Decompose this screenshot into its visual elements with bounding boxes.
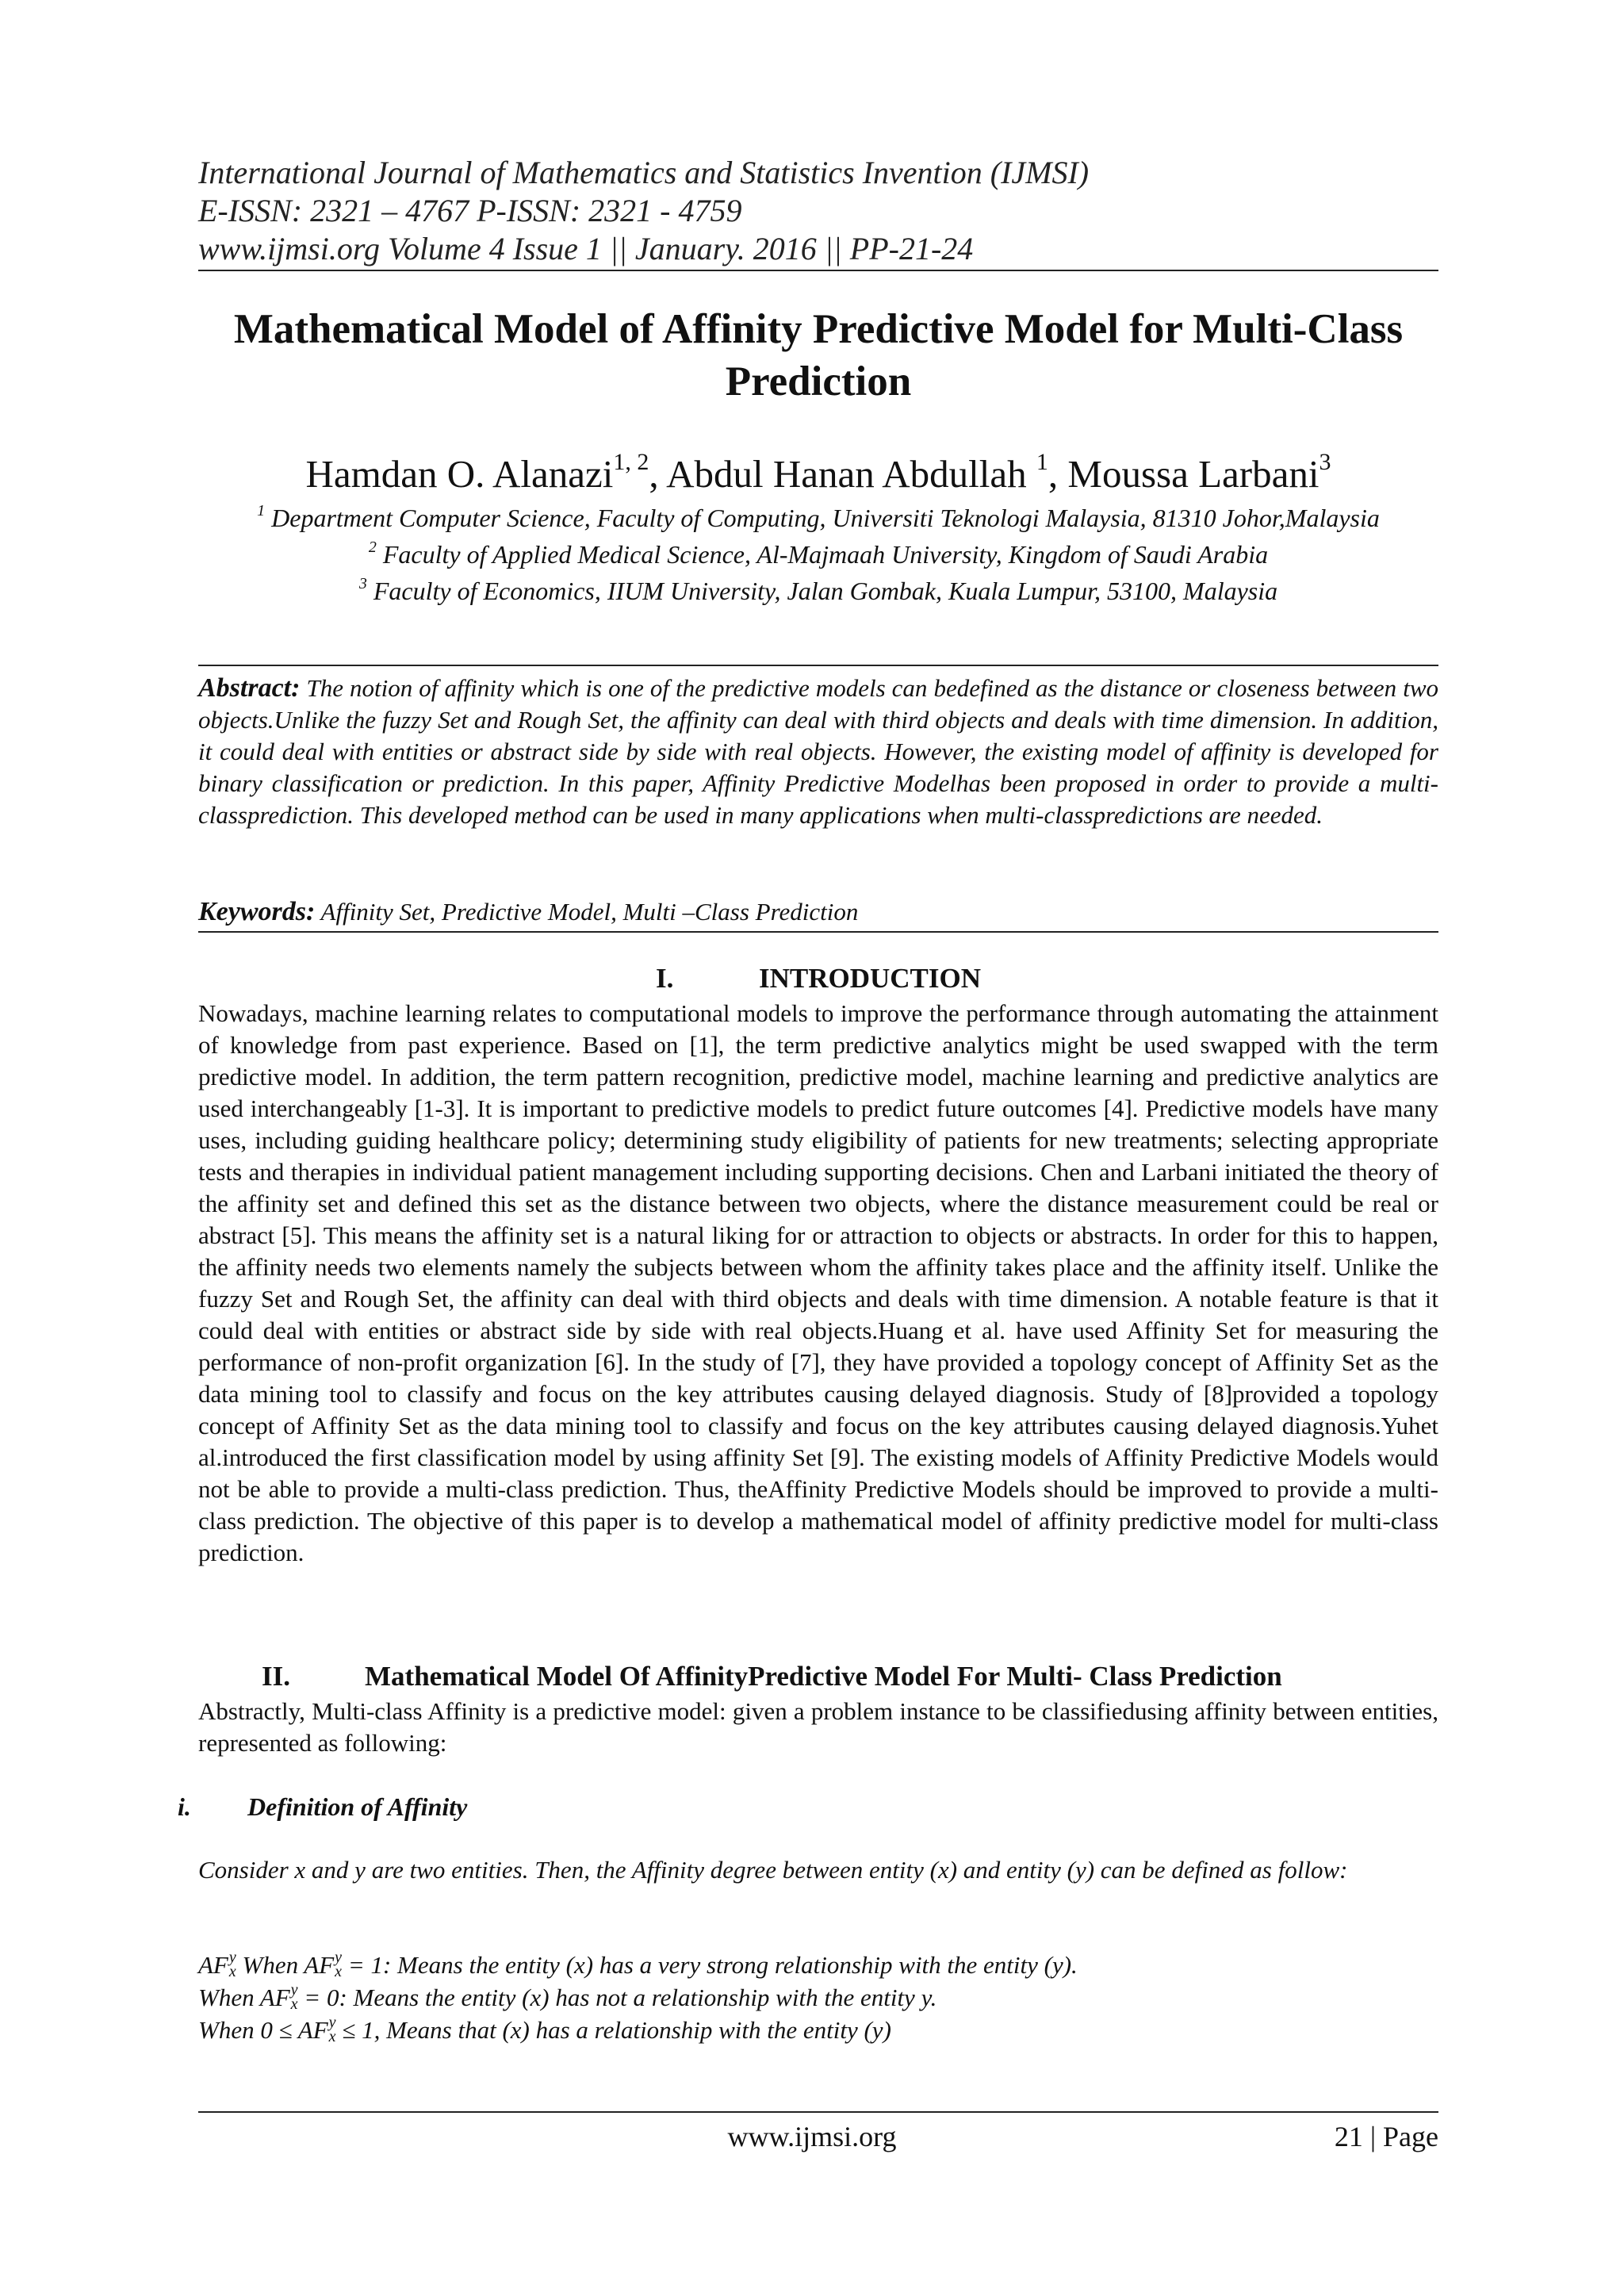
- condition-1: [198, 1949, 1438, 1982]
- section-1-title: INTRODUCTION: [758, 963, 982, 994]
- header-rule: [198, 270, 1438, 271]
- author-1: Hamdan O. Alanazi: [305, 452, 614, 496]
- title-line-1: Mathematical Model of Affinity Predictive Model for Multi-Class: [233, 306, 1404, 352]
- section-1-number: I.: [655, 963, 674, 994]
- affinity-conditions: [198, 1949, 1438, 2047]
- affiliation-1-mark: 1: [257, 502, 266, 519]
- subsection-number: i.: [178, 1792, 191, 1821]
- section-2-title: Mathematical Model Of AffinityPredictive Model For Multi- Class Prediction: [365, 1661, 1282, 1692]
- affiliation-2: [198, 536, 1438, 573]
- condition-2-text: = 0: Means the entity (x) has not a relationship with the entity y.: [297, 1983, 937, 2011]
- condition-3-pre: When 0 ≤: [198, 2015, 298, 2044]
- footer-rule: [198, 2111, 1438, 2113]
- affiliation-3-mark: 3: [358, 575, 367, 592]
- footer-website: www.ijmsi.org: [727, 2121, 897, 2152]
- affiliation-3-text: Faculty of Economics, IIUM University, Jalan Gombak, Kuala Lumpur, 53100, Malaysia: [366, 577, 1278, 605]
- section-2-body: Abstractly, Multi-class Affinity is a predictive model: given a problem instance to be classifiedusing affinity between entities, represented as following:: [198, 1697, 1438, 1757]
- author-2-affil: 1: [1036, 449, 1048, 475]
- journal-issn: E-ISSN: 2321 – 4767 P-ISSN: 2321 - 4759: [198, 193, 742, 228]
- condition-3: [198, 2014, 1438, 2047]
- condition-2-when: When: [198, 1983, 260, 2011]
- condition-1-when: When: [236, 1951, 304, 1979]
- keywords-label: Keywords:: [198, 897, 316, 926]
- section-2-heading: [262, 1659, 1282, 1694]
- author-3: , Moussa Larbani: [1048, 452, 1320, 496]
- affinity-symbol: AF y x: [198, 1948, 236, 1980]
- subsection-heading: [178, 1791, 467, 1823]
- section-1-body: Nowadays, machine learning relates to computational models to improve the performance through automating the attainment of knowledge from past experience. Based on [1], the term predictive analytics might be used swapped with the term predictive model. In addition, the term pattern recognition, predictive model, machine learning and predictive analytics are used interchangeably [1-3]. It is important to predictive models to predict future outcomes [4]. Predictive models have many uses, including guiding healthcare policy; determining study eligibility of patients for new treatments; selecting appropriate tests and therapies in individual patient management including supporting decisions. Chen and Larbani initiated the theory of the affinity set and defined this set as the distance between two objects, where the distance measurement could be real or abstract [5]. This means the affinity set is a natural liking for or attraction to objects or abstracts. In order for this to happen, the affinity needs two elements namely the subjects between whom the affinity takes place and the affinity itself. Unlike the fuzzy Set and Rough Set, the affinity can deal with third objects and deals with time dimension. A notable feature is that it could deal with entities or abstract side by side with real objects.Huang et al. have used Affinity Set for measuring the performance of non-profit organization [6]. In the study of [7], they have provided a topology concept of Affinity Set as the data mining tool to classify and focus on the key attributes causing delayed diagnosis. Study of [8]provided a topology concept of Affinity Set as the data mining tool to classify and focus on the key attributes causing delayed diagnosis.Yuhet al.introduced the first classification model by using affinity Set [9]. The existing models of Affinity Predictive Models would not be able to provide a multi-class prediction. Thus, theAffinity Predictive Models should be improved to provide a multi-class prediction. The objective of this paper is to develop a mathematical model of affinity predictive model for multi-class prediction.: [198, 999, 1438, 1566]
- keywords-rule: [198, 931, 1438, 933]
- journal-name: International Journal of Mathematics and Statistics Invention (IJMSI): [198, 155, 1090, 190]
- affinity-symbol: AF y x: [304, 1948, 343, 1980]
- condition-2: [198, 1982, 1438, 2014]
- affinity-symbol: AF y x: [297, 2013, 336, 2045]
- abstract-text: The notion of affinity which is one of the predictive models can bedefined as the distance or closeness between two objects.Unlike the fuzzy Set and Rough Set, the affinity can deal with third objects and deals with time dimension. In addition, it could deal with entities or abstract side by side with real objects. However, the existing model of affinity is developed for binary classification or prediction. In this paper, Affinity Predictive Modelhas been proposed in order to provide a multi-classprediction. This developed method can be used in many applications when multi-classpredictions are needed.: [198, 674, 1438, 829]
- journal-issue: www.ijmsi.org Volume 4 Issue 1 || January. 2016 || PP-21-24: [198, 231, 974, 266]
- section-2-number: II.: [262, 1661, 290, 1692]
- author-3-affil: 3: [1319, 449, 1331, 475]
- definition-text: Consider x and y are two entities. Then, the Affinity degree between entity (x) and entity (y) can be defined as follow:: [198, 1856, 1348, 1884]
- author-1-affil: 1, 2: [613, 449, 649, 475]
- subsection-title: Definition of Affinity: [247, 1792, 468, 1821]
- title-line-2: Prediction: [725, 358, 912, 404]
- abstract: [198, 673, 1438, 831]
- affiliations: [198, 500, 1438, 609]
- abstract-label: Abstract:: [198, 673, 301, 703]
- section-1-heading: [198, 961, 1438, 996]
- author-list: [198, 450, 1438, 498]
- journal-header: [198, 154, 1438, 268]
- affiliation-1: [198, 500, 1438, 536]
- affiliation-3: [198, 573, 1438, 609]
- affiliation-2-text: Faculty of Applied Medical Science, Al-Majmaah University, Kingdom of Saudi Arabia: [376, 540, 1269, 569]
- condition-1-text: = 1: Means the entity (x) has a very strong relationship with the entity (y).: [342, 1951, 1078, 1979]
- paper-title: [198, 303, 1438, 408]
- abstract-rule: [198, 665, 1438, 666]
- footer-page-number: 21 | Page: [1334, 2121, 1438, 2152]
- author-2: , Abdul Hanan Abdullah: [649, 452, 1036, 496]
- affinity-symbol: AF y x: [259, 1980, 298, 2013]
- keywords: [198, 896, 1438, 928]
- condition-3-text: ≤ 1, Means that (x) has a relationship with the entity (y): [335, 2015, 891, 2044]
- keywords-text: Affinity Set, Predictive Model, Multi –Class Prediction: [320, 898, 859, 926]
- affiliation-2-mark: 2: [368, 539, 377, 556]
- affiliation-1-text: Department Computer Science, Faculty of Computing, Universiti Teknologi Malaysia, 81310 Johor,Malaysia: [265, 504, 1380, 532]
